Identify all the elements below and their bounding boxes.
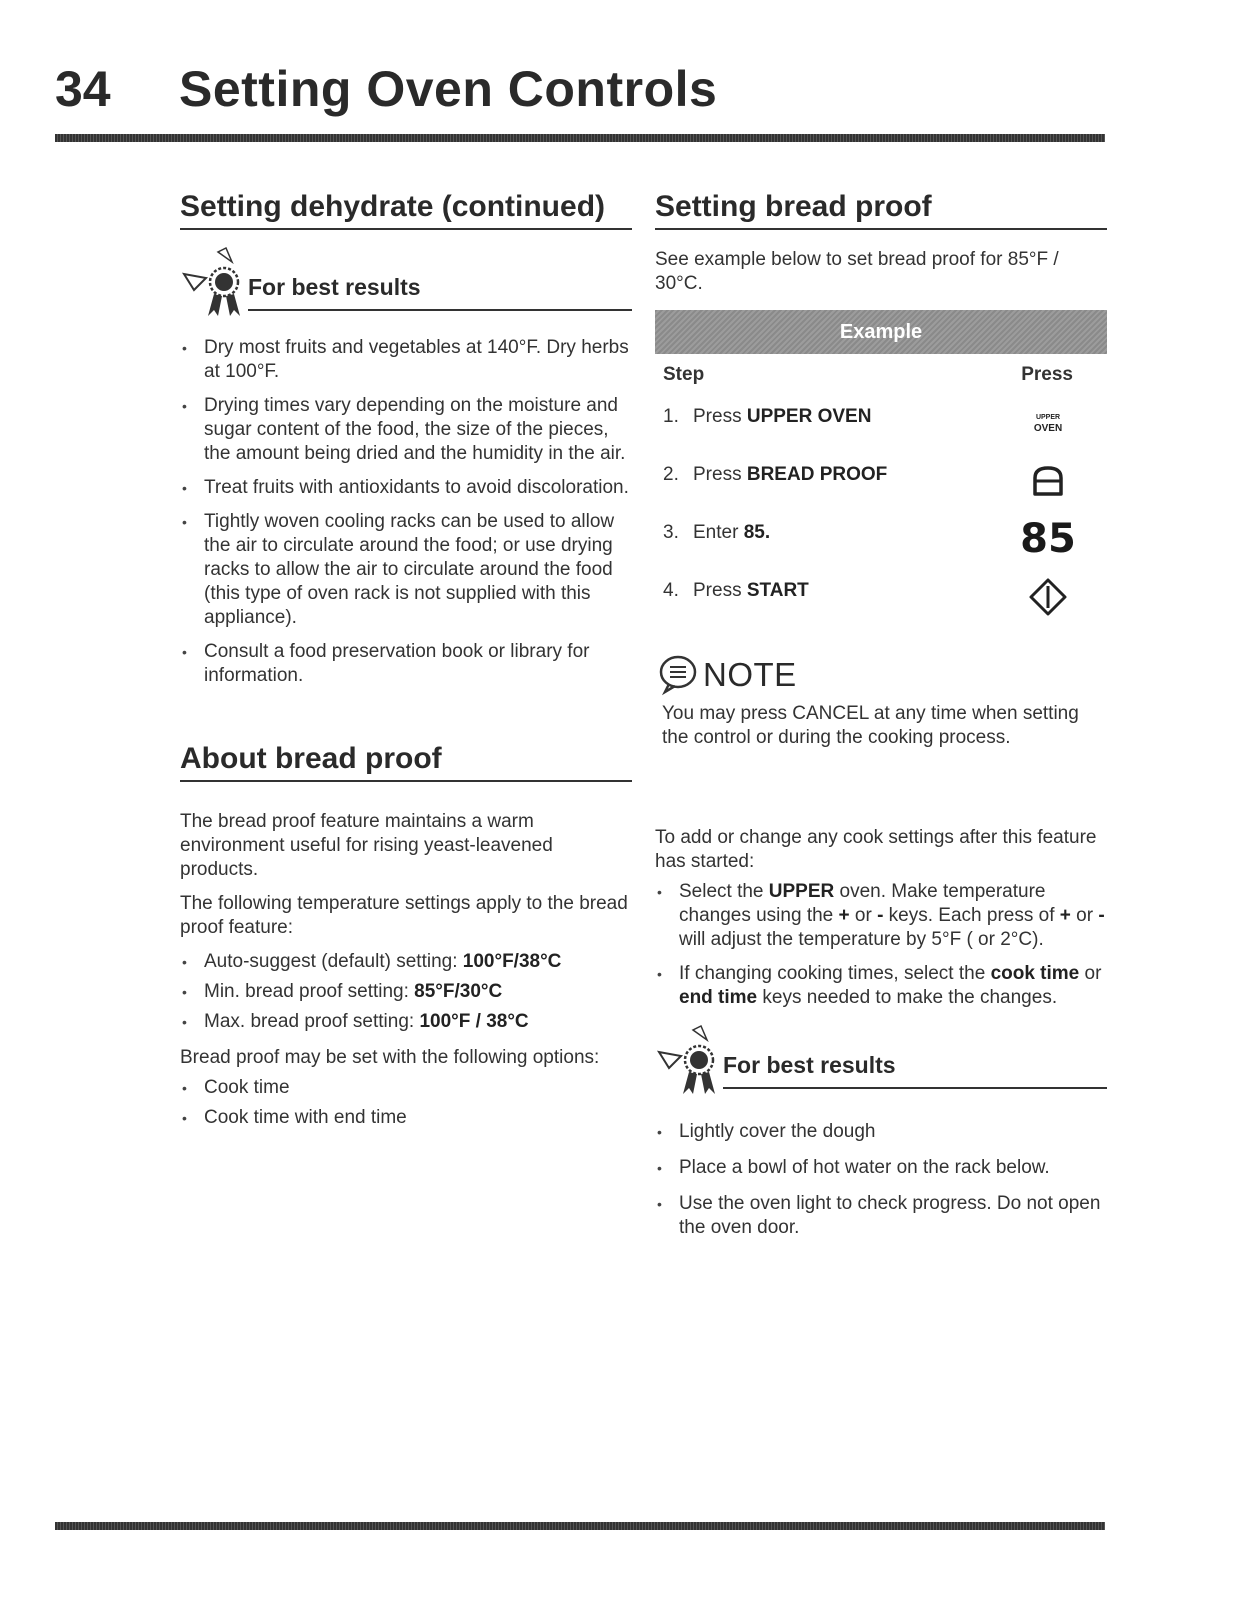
list-item: • Consult a food preservation book or library for information. bbox=[180, 640, 632, 688]
list-item: • Tightly woven cooling racks can be used to allow the air to circulate around the food; or use drying racks to allow the air to circulate around the food (this type of oven rack is not supplied with this appliance). bbox=[180, 510, 632, 630]
press-column-header: Press bbox=[1021, 364, 1073, 385]
step-number: 4. bbox=[663, 580, 679, 601]
bread-proof-tips-list bbox=[655, 1120, 1107, 1240]
options-list bbox=[180, 1076, 632, 1130]
bread-proof-key bbox=[1013, 452, 1083, 510]
dehydrate-tips-list bbox=[180, 336, 632, 688]
bread-proof-section bbox=[655, 190, 1107, 750]
list-item: • Dry most fruits and vegetables at 140°F. Dry herbs at 100°F. bbox=[180, 336, 632, 384]
list-item: • Auto-suggest (default) setting: 100°F/38°C bbox=[180, 950, 632, 974]
change-settings-section bbox=[655, 826, 1107, 1240]
best-results-header bbox=[655, 1022, 1107, 1102]
step-row bbox=[655, 394, 1107, 452]
upper-oven-key: UPPER OVEN bbox=[1033, 414, 1063, 434]
about-bread-proof-section bbox=[180, 742, 632, 1130]
dehydrate-section bbox=[180, 190, 632, 688]
change-settings-list bbox=[655, 880, 1107, 1010]
note-header bbox=[655, 652, 1107, 698]
list-item: • If changing cooking times, select the cook time or end time keys needed to make the changes. bbox=[655, 962, 1107, 1010]
start-key bbox=[1013, 568, 1083, 626]
best-results-rule bbox=[723, 1087, 1107, 1089]
number-85-key: 85 bbox=[1020, 516, 1076, 562]
step-number: 3. bbox=[663, 522, 679, 543]
bread-proof-intro: See example below to set bread proof for 85°F / 30°C. bbox=[655, 249, 1059, 294]
options-intro: Bread proof may be set with the following options: bbox=[180, 1047, 600, 1068]
step-text: Press UPPER OVEN bbox=[693, 406, 872, 427]
page-title: Setting Oven Controls bbox=[179, 61, 718, 117]
steps-header bbox=[655, 362, 1107, 394]
best-results-label: For best results bbox=[248, 274, 421, 300]
list-item: • Min. bread proof setting: 85°F/30°C bbox=[180, 980, 632, 1004]
best-results-rule bbox=[248, 309, 632, 311]
step-row bbox=[655, 568, 1107, 626]
list-item: • Cook time with end time bbox=[180, 1106, 632, 1130]
step-row bbox=[655, 452, 1107, 510]
page-number: 34 bbox=[55, 61, 111, 117]
best-results-label: For best results bbox=[723, 1052, 896, 1078]
list-item: • Treat fruits with antioxidants to avoid discoloration. bbox=[180, 476, 632, 500]
dehydrate-heading: Setting dehydrate (continued) bbox=[180, 190, 632, 230]
note-icon bbox=[657, 652, 701, 696]
step-number: 2. bbox=[663, 464, 679, 485]
about-temps-intro: The following temperature settings apply to the bread proof feature: bbox=[180, 893, 628, 938]
step-text: Enter 85. bbox=[693, 522, 771, 543]
list-item: • Cook time bbox=[180, 1076, 632, 1100]
step-row bbox=[655, 510, 1107, 568]
header-rule bbox=[55, 134, 1105, 142]
award-ribbon-icon bbox=[180, 244, 248, 324]
start-icon bbox=[1028, 577, 1068, 617]
list-item: • Lightly cover the dough bbox=[655, 1120, 1107, 1144]
example-banner: Example bbox=[655, 310, 1107, 354]
step-text: Press BREAD PROOF bbox=[693, 464, 888, 485]
list-item: • Use the oven light to check progress. Do not open the oven door. bbox=[655, 1192, 1107, 1240]
change-settings-intro: To add or change any cook settings after this feature has started: bbox=[655, 827, 1097, 872]
list-item: • Select the UPPER oven. Make temperature changes using the + or - keys. Each press of + or - will adjust the temperature by 5°F ( or 2°C). bbox=[655, 880, 1107, 952]
about-heading: About bread proof bbox=[180, 742, 632, 782]
temperature-settings-list bbox=[180, 950, 632, 1034]
footer-rule bbox=[55, 1522, 1105, 1530]
bread-loaf-icon bbox=[1030, 464, 1066, 498]
step-column-header: Step bbox=[663, 364, 705, 385]
note-text: You may press CANCEL at any time when setting the control or during the cooking process. bbox=[662, 703, 1079, 748]
award-ribbon-icon bbox=[655, 1022, 723, 1102]
about-intro: The bread proof feature maintains a warm environment useful for rising yeast-leavened products. bbox=[180, 811, 553, 880]
list-item: • Max. bread proof setting: 100°F / 38°C bbox=[180, 1010, 632, 1034]
step-text: Press START bbox=[693, 580, 809, 601]
step-number: 1. bbox=[663, 406, 679, 427]
list-item: • Place a bowl of hot water on the rack below. bbox=[655, 1156, 1107, 1180]
best-results-header bbox=[180, 244, 632, 324]
list-item: • Drying times vary depending on the moisture and sugar content of the food, the size of the pieces, the amount being dried and the humidity in the air. bbox=[180, 394, 632, 466]
note-label: NOTE bbox=[703, 656, 797, 693]
bread-proof-heading: Setting bread proof bbox=[655, 190, 1107, 230]
